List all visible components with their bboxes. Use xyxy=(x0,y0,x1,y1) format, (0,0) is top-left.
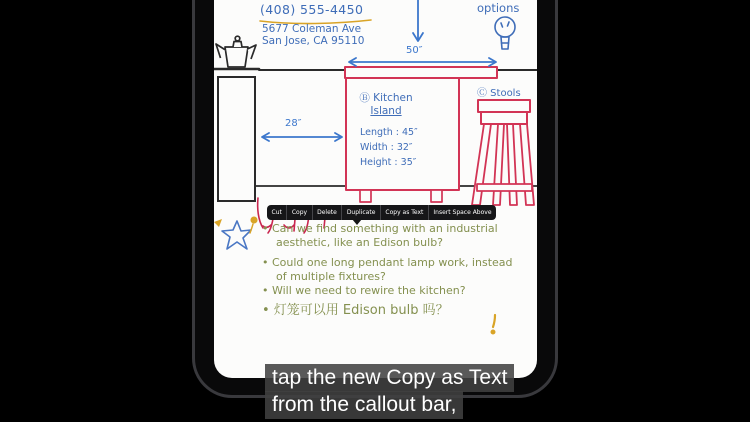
menu-item-delete[interactable]: Delete xyxy=(312,205,342,220)
kitchen-island-label-line1: Ⓑ Kitchen xyxy=(359,92,413,104)
address-line-2: San Jose, CA 95110 xyxy=(262,35,365,47)
island-specs xyxy=(360,125,418,170)
sketch-layer xyxy=(214,0,537,378)
question-1-line-2: aesthetic, like an Edison bulb? xyxy=(276,236,444,249)
menu-item-copy[interactable]: Copy xyxy=(286,205,311,220)
menu-item-cut[interactable]: Cut xyxy=(271,209,282,216)
star-doodle xyxy=(222,221,251,249)
question-1-line-1: • Can we find something with an industrial xyxy=(262,222,498,235)
caption-line-2: from the callout bar, xyxy=(265,391,463,419)
question-2-line-1: • Could one long pendant lamp work, instead xyxy=(262,256,513,269)
spec-width: Width : 32″ xyxy=(360,142,413,153)
notes-canvas[interactable] xyxy=(214,0,537,378)
teapot-sketch xyxy=(216,36,256,67)
spec-length: Length : 45″ xyxy=(360,127,418,138)
question-2-line-2: of multiple fixtures? xyxy=(276,270,386,283)
options-label: options xyxy=(477,1,520,15)
dimension-label-50: 50″ xyxy=(406,45,423,56)
menu-item-insert-space-above[interactable]: Insert Space Above xyxy=(428,205,496,220)
phone-number: (408) 555-4450 xyxy=(260,2,364,17)
menu-item-copy-as-text[interactable]: Copy as Text xyxy=(380,205,428,220)
callout-pointer xyxy=(352,219,362,225)
spec-height: Height : 35″ xyxy=(360,157,417,168)
menu-item-duplicate[interactable]: Duplicate xyxy=(341,205,380,220)
question-4-chinese: • 灯笼可以用 Edison bulb 吗？ xyxy=(262,303,449,318)
kitchen-island-label xyxy=(350,92,422,118)
callout-bar xyxy=(267,205,496,220)
address-line-1: 5677 Coleman Ave xyxy=(262,23,362,35)
lightbulb-sketch xyxy=(495,17,515,49)
stool-sketch xyxy=(472,100,534,205)
kitchen-island-label-line2: Island xyxy=(370,105,402,117)
stools-label: Ⓒ Stools xyxy=(477,88,521,99)
sparkle-doodle xyxy=(214,219,222,227)
question-3: • Will we need to rewire the kitchen? xyxy=(262,284,466,297)
caption-line-1: tap the new Copy as Text xyxy=(265,364,514,392)
pin-doodle xyxy=(250,217,257,233)
dimension-label-28: 28″ xyxy=(285,118,302,129)
exclamation-doodle xyxy=(491,315,495,334)
